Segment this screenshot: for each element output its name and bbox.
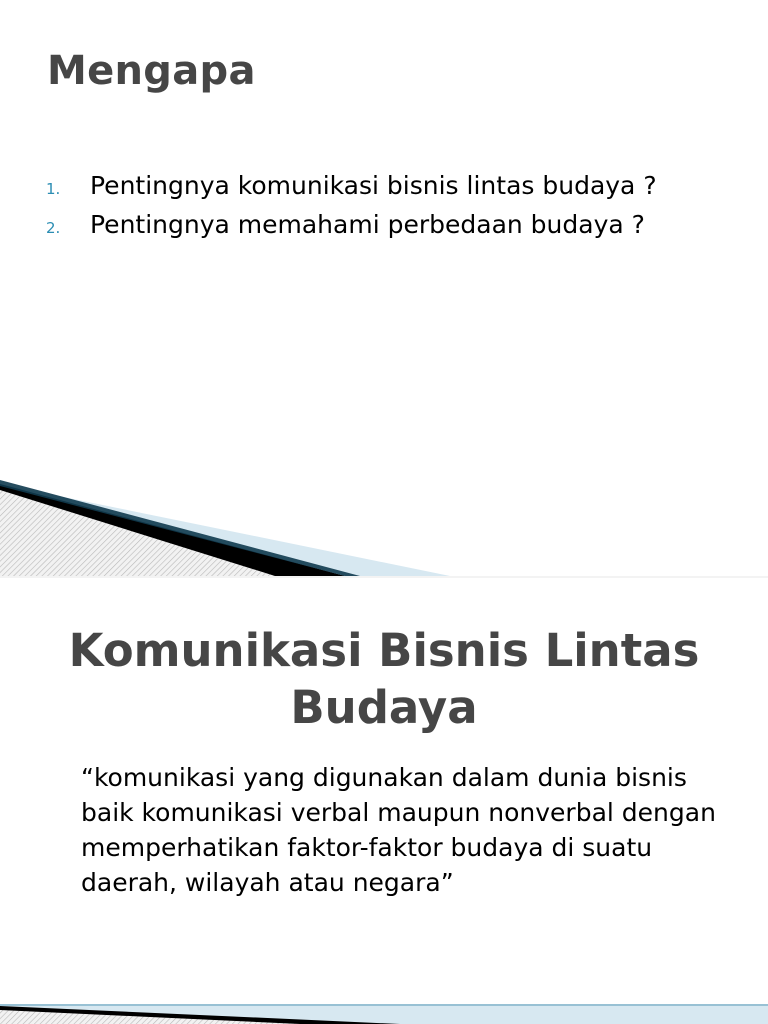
swoosh-decoration [0, 990, 768, 1024]
list-number: 2. [46, 219, 61, 237]
definition-quote: “komunikasi yang digunakan dalam dunia bisnis baik komunikasi verbal maupun nonverbal dengan memperhatikan faktor-faktor budaya di suatu daerah, wilayah atau negara” [81, 763, 716, 897]
list-item [46, 168, 736, 203]
list-item-text: Pentingnya memahami perbedaan budaya ? [90, 210, 645, 239]
list-item [46, 207, 736, 242]
slide-1-title: Mengapa [47, 48, 256, 94]
slide-2-title: Komunikasi Bisnis Lintas Budaya [68, 624, 700, 734]
list-item-text: Pentingnya komunikasi bisnis lintas budaya ? [90, 171, 657, 200]
list-number: 1. [46, 180, 61, 198]
swoosh-decoration [0, 476, 768, 576]
slide-2 [0, 578, 768, 1024]
numbered-list [46, 168, 736, 246]
